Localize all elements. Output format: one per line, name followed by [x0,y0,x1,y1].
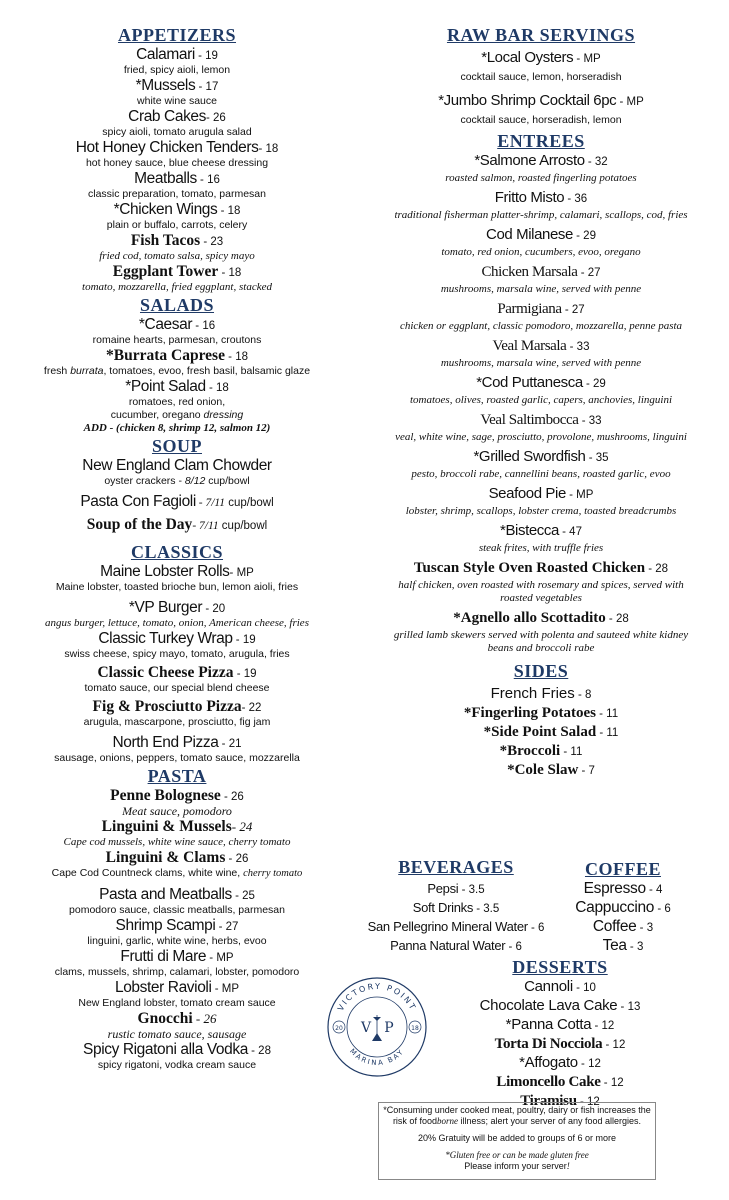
item-price: - 25 [231,890,255,902]
item-desc: pomodoro sauce, classic meatballs, parmesan [69,904,285,916]
menu-item [4,979,350,997]
item-price: - 24 [231,819,253,834]
item-price: - 27 [561,304,585,316]
item-name: Cod Milanese [486,226,573,243]
item-desc: clams, mussels, shrimp, calamari, lobster, pomodoro [54,966,300,978]
item-price: - 18 [258,143,279,155]
menu-item [356,300,726,318]
menu-item [4,139,350,157]
item-desc: half chicken, oven roasted with rosemary and spices, served with [398,579,684,591]
item-desc: cocktail sauce, horseradish, lemon [460,114,622,126]
item-name: *Panna Cotta [505,1016,592,1033]
item-name: Seafood Pie [488,485,566,502]
menu-item [356,92,726,110]
menu-item [4,316,350,334]
item-price: - 6 [527,922,545,934]
classics-heading: CLASSICS [130,542,224,562]
side-item [356,685,726,704]
dessert-item [420,1035,700,1054]
coffee-item [570,937,676,956]
item-price: - 18 [217,205,241,217]
menu-item [356,226,726,244]
item-name: *Agnello allo Scottadito [453,610,606,626]
item-price: - 6 [505,941,522,953]
menu-item [4,563,350,581]
item-name: Meatballs [134,170,197,187]
item-desc: angus burger, lettuce, tomato, onion, American cheese, fries [45,617,309,629]
item-price: - 8 [574,689,592,701]
item-name: Tuscan Style Oven Roasted Chicken [413,560,646,576]
side-item [356,761,726,780]
logo-year-right: 18 [411,1025,419,1032]
item-desc: spicy aioli, tomato arugula salad [102,126,252,138]
item-desc: pesto, broccoli rabe, cannellini beans, roasted garlic, evoo [411,468,671,480]
item-name: *Fingerling Potatoes [463,705,596,721]
item-desc: Maine lobster, toasted brioche bun, lemon aioli, fries [55,581,299,593]
item-desc: mushrooms, marsala wine, served with penne [440,283,642,295]
item-name: Pepsi [427,881,459,896]
item-desc [4,409,350,422]
item-price: - 28 [605,613,629,625]
menu-item [4,1010,350,1028]
dessert-item [420,1073,700,1092]
item-name: Cappuccino [575,899,655,916]
item-price: - 11 [595,708,619,720]
beverage-item [340,880,572,899]
item-price: - 18 [224,351,248,363]
item-desc [4,365,350,378]
pasta-heading: PASTA [147,766,207,786]
item-name: Parmigiana [497,301,562,317]
item-name: San Pellegrino Mineral Water [367,919,528,934]
item-desc: grilled lamb skewers served with polenta and sauteed white kidney [393,629,689,641]
item-price: - 3.5 [473,903,500,915]
item-price: - 12 [576,1096,600,1108]
item-price: - 21 [218,738,242,750]
desc-part: oyster crackers - [104,475,185,487]
menu-item [4,378,350,396]
item-desc: hot honey sauce, blue cheese dressing [85,157,269,169]
item-price: - 26 [225,853,249,865]
item-name: *Salmone Arrosto [474,152,585,169]
desc-part: cherry tomato [243,868,303,879]
left-column [4,24,350,1072]
item-price: - MP [573,53,601,65]
item-price: - MP [206,952,234,964]
item-desc: lobster, shrimp, scallops, lobster crema, toasted breadcrumbs [405,505,677,517]
logo-letter-p: P [384,1020,394,1036]
item-price: - 6 [654,903,671,915]
menu-item [356,49,726,67]
item-price: - 3 [636,922,654,934]
item-desc: cocktail sauce, lemon, horseradish [460,71,622,83]
item-name: Soup of the Day [86,516,193,533]
notice-part: ! [566,1161,570,1171]
item-desc: chicken or eggplant, classic pomodoro, mozzarella, penne pasta [399,320,683,332]
item-desc: veal, white wine, sage, prosciutto, provolone, mushrooms, linguini [395,431,687,443]
desc-part: Cape Cod Countneck clams, white wine, [51,867,244,879]
item-desc: traditional fisherman platter-shrimp, calamari, scallops, cod, fries [394,209,688,221]
item-name: Chicken Marsala [481,264,578,280]
item-name: *Side Point Salad [483,724,597,740]
item-name: *Cod Puttanesca [476,374,583,391]
item-name: Torta Di Nocciola [494,1036,603,1052]
item-name: Tiramisu [520,1093,577,1109]
item-price: - 7/11 [195,497,226,509]
item-price: - 26 [192,1011,217,1026]
side-item [356,704,726,723]
item-desc: beans and broccoli rabe [487,642,595,654]
item-name: Limoncello Cake [496,1074,601,1090]
coffee-section [570,858,676,956]
item-desc: steak frites, with truffle fries [478,542,604,554]
gluten-free-notice: *Gluten free or can be made gluten free [445,1150,589,1160]
menu-item [4,170,350,188]
gratuity-notice: 20% Gratuity will be added to groups of 6 or more [417,1133,617,1143]
item-desc: rustic tomato sauce, sausage [107,1027,247,1041]
notice-part: illness; alert your server of any food allergies. [457,1116,642,1126]
item-name: Shrimp Scampi [115,917,216,934]
item-name: Linguini & Clams [105,849,226,866]
item-name: Cannoli [524,978,573,995]
menu-item [4,734,350,752]
item-desc: fried, spicy aioli, lemon [123,64,231,76]
item-desc: tomato, mozzarella, fried eggplant, stacked [82,281,272,293]
dessert-item [420,997,700,1016]
item-name: Maine Lobster Rolls [100,563,230,580]
logo-bottom-text: MARINA BAY [348,1047,406,1068]
menu-item [4,263,350,281]
item-name: *Local Oysters [481,49,574,66]
menu-item [356,152,726,170]
item-price: - 28 [247,1045,271,1057]
item-price: - 16 [196,174,220,186]
allergy-notice [383,1105,651,1127]
menu-item [356,559,726,577]
item-price: - 12 [600,1077,624,1089]
item-name: Fritto Misto [494,189,565,206]
menu-item [4,849,350,867]
item-desc: arugula, mascarpone, prosciutto, fig jam [83,716,271,728]
item-desc: Cape cod mussels, white wine sauce, cherry tomato [63,836,291,848]
item-name: Gnocchi [137,1010,193,1027]
dessert-item [420,1016,700,1035]
menu-item [356,411,726,429]
item-price: - 20 [202,603,226,615]
item-desc [4,867,350,880]
logo-letter-v: V [360,1020,372,1036]
coffee-item [570,899,676,918]
item-price-unit: cup/bowl [225,497,274,509]
desc-part: , tomatoes, evoo, fresh basil, balsamic glaze [103,365,311,377]
menu-item [4,108,350,126]
item-name: North End Pizza [112,734,219,751]
item-price: - 29 [572,230,596,242]
item-name: Hot Honey Chicken Tenders [75,139,259,156]
desc-part: fresh [43,365,71,377]
item-name: Classic Cheese Pizza [97,664,234,681]
menu-item [4,948,350,966]
item-name: *Point Salad [125,378,206,395]
item-price: - 26 [206,112,226,124]
menu-item [4,516,350,534]
item-name: Frutti di Mare [120,948,207,965]
item-price: - 33 [578,415,602,427]
menu-item [4,77,350,95]
item-name: Classic Turkey Wrap [98,630,233,647]
menu-item [4,630,350,648]
item-price: - 19 [233,668,257,680]
item-name: *Cole Slaw [507,762,579,778]
item-desc: New England lobster, tomato cream sauce [78,997,276,1009]
item-price: - 33 [566,341,590,353]
item-name: Veal Saltimbocca [480,412,579,428]
appetizers-heading: APPETIZERS [117,25,237,45]
item-price: - 47 [558,526,582,538]
menu-item [356,374,726,392]
notice-part: *Consuming under cooked meat, poultry, dairy or fish increases the risk of food [383,1105,651,1126]
item-price: - 29 [582,378,606,390]
desc-part: dressing [203,409,244,421]
item-price: - 10 [572,982,596,994]
item-desc: roasted salmon, roasted fingerling potatoes [445,172,637,184]
desserts-section [420,956,700,1111]
notice-part: borne [436,1116,458,1126]
item-name: Fig & Prosciutto Pizza [92,698,242,715]
beverage-item [340,937,572,956]
item-price: - 19 [194,50,218,62]
logo-top-text: VICTORY POINT [336,981,418,1013]
item-price: - 26 [220,791,244,803]
soup-heading: SOUP [151,436,202,456]
desc-part: cucumber, oregano [110,409,204,421]
item-name: *VP Burger [128,599,203,616]
salads-heading: SALADS [139,295,215,315]
item-price: - 19 [232,634,256,646]
item-name: Tea [602,937,627,954]
entrees-heading: ENTREES [497,131,585,151]
item-desc: sausage, onions, peppers, tomato sauce, mozzarella [54,752,300,764]
menu-item [4,201,350,219]
menu-item [356,448,726,466]
menu-item [356,263,726,281]
item-desc: linguini, garlic, white wine, herbs, evoo [87,935,267,947]
beverages-section [340,856,572,956]
item-name: Espresso [583,880,646,897]
item-name: Lobster Ravioli [114,979,212,996]
menu-item [4,599,350,617]
menu-item [4,886,350,904]
menu-item [4,917,350,935]
menu-item [356,609,726,627]
item-name: Spicy Rigatoni alla Vodka [83,1041,248,1058]
item-price: - 3.5 [458,884,485,896]
item-price: - 3 [626,941,644,953]
item-name: Eggplant Tower [112,263,219,280]
sides-heading: SIDES [513,661,569,681]
item-name: *Bistecca [500,522,559,539]
item-name: *Jumbo Shrimp Cocktail 6pc [438,92,617,109]
item-name: *Broccoli [499,743,561,759]
item-name: *Chicken Wings [113,201,218,218]
item-desc: plain or buffalo, carrots, celery [106,219,248,231]
item-name: *Affogato [519,1054,578,1071]
item-price: - 11 [560,746,583,758]
item-name: Penne Bolognese [110,787,221,804]
item-price-unit: cup/bowl [218,520,268,532]
item-desc: spicy rigatoni, vodka cream sauce [97,1059,257,1071]
inform-server-notice [383,1161,651,1172]
item-price: - 4 [645,884,663,896]
menu-item [356,522,726,540]
menu-item [356,337,726,355]
side-item [356,723,726,742]
item-price: - MP [565,489,594,501]
salad-add-ons: ADD - (chicken 8, shrimp 12, salmon 12) [83,422,271,434]
item-price: - MP [229,567,254,579]
item-name: Veal Marsala [492,338,567,354]
item-desc: mushrooms, marsala wine, served with penne [440,357,642,369]
item-price: - 28 [645,563,669,575]
item-price: - 23 [200,236,224,248]
item-price: - 17 [195,81,219,93]
item-name: Chocolate Lava Cake [479,997,618,1014]
dessert-item [420,978,700,997]
item-desc: white wine sauce [137,95,217,107]
item-price: - 35 [585,452,609,464]
item-name: Fish Tacos [130,232,201,249]
item-price: - MP [211,983,239,995]
raw-bar-heading: RAW BAR SERVINGS [446,25,636,45]
item-name: Pasta and Meatballs [99,886,232,903]
menu-item [4,664,350,682]
item-name: *Mussels [135,77,196,94]
item-price: - MP [616,96,644,108]
item-price: - 11 [596,727,619,739]
notice-part: Please inform your server [464,1161,567,1171]
logo-year-left: 20 [335,1025,343,1032]
beverages-heading: BEVERAGES [398,857,514,877]
item-name: Linguini & Mussels [101,818,232,835]
menu-item [4,347,350,365]
item-desc: classic preparation, tomato, parmesan [87,188,266,200]
item-desc: romatoes, red onion, [128,396,226,408]
item-name: Calamari [136,46,195,63]
desc-part: cup/bowl [205,475,250,487]
item-desc [4,475,350,488]
menu-item [4,1041,350,1059]
item-desc: tomatoes, olives, roasted garlic, capers, anchovies, linguini [409,394,673,406]
item-price: - 36 [564,193,588,205]
item-name: Soft Drinks [412,900,474,915]
beverage-item [340,899,572,918]
menu-item [4,787,350,805]
item-price: - 27 [215,921,239,933]
desserts-heading: DESSERTS [512,957,608,977]
victory-point-logo [325,975,429,1079]
item-desc: Meat sauce, pomodoro [122,804,232,818]
item-price: - 22 [241,702,262,714]
item-desc: roasted vegetables [500,592,582,604]
coffee-item [570,918,676,937]
item-name: New England Clam Chowder [82,457,272,474]
menu-item [4,232,350,250]
item-price: - 7/11 [192,520,219,532]
item-name: Coffee [592,918,637,935]
side-item [356,742,726,761]
menu-item [4,46,350,64]
right-column [356,24,726,780]
beverage-item [340,918,572,937]
menu-item [4,493,350,511]
item-name: Crab Cakes [128,108,206,125]
item-price: - 27 [577,267,601,279]
item-name: *Burrata Caprese [106,347,225,364]
item-price: - 12 [577,1058,601,1070]
desc-part: 8/12 [184,475,206,487]
item-price: - 12 [591,1020,615,1032]
coffee-item [570,880,676,899]
item-desc: fried cod, tomato salsa, spicy mayo [99,250,255,262]
item-desc: tomato, red onion, cucumbers, evoo, oregano [441,246,641,258]
item-desc: tomato sauce, our special blend cheese [84,682,270,694]
item-name: French Fries [490,685,575,702]
item-name: Panna Natural Water [390,938,506,953]
menu-item [356,485,726,503]
item-name: Pasta Con Fagioli [80,493,196,510]
item-price: - 18 [218,267,242,279]
menu-item [4,698,350,716]
dessert-item [420,1054,700,1073]
coffee-heading: COFFEE [584,859,661,879]
item-price: - 7 [578,765,595,777]
item-price: - 16 [192,320,216,332]
item-price: - 13 [617,1001,641,1013]
notice-box [378,1102,656,1180]
item-price: - 12 [602,1039,626,1051]
item-price: - 18 [205,382,229,394]
menu-item [356,189,726,207]
item-name: *Grilled Swordfish [473,448,586,465]
menu-item [4,818,350,836]
desc-part: burrata [70,365,104,377]
item-desc: swiss cheese, spicy mayo, tomato, arugula, fries [64,648,290,660]
item-price: - 32 [584,156,608,168]
item-name: *Caesar [138,316,193,333]
item-desc: romaine hearts, parmesan, croutons [92,334,262,346]
menu-item [4,457,350,475]
